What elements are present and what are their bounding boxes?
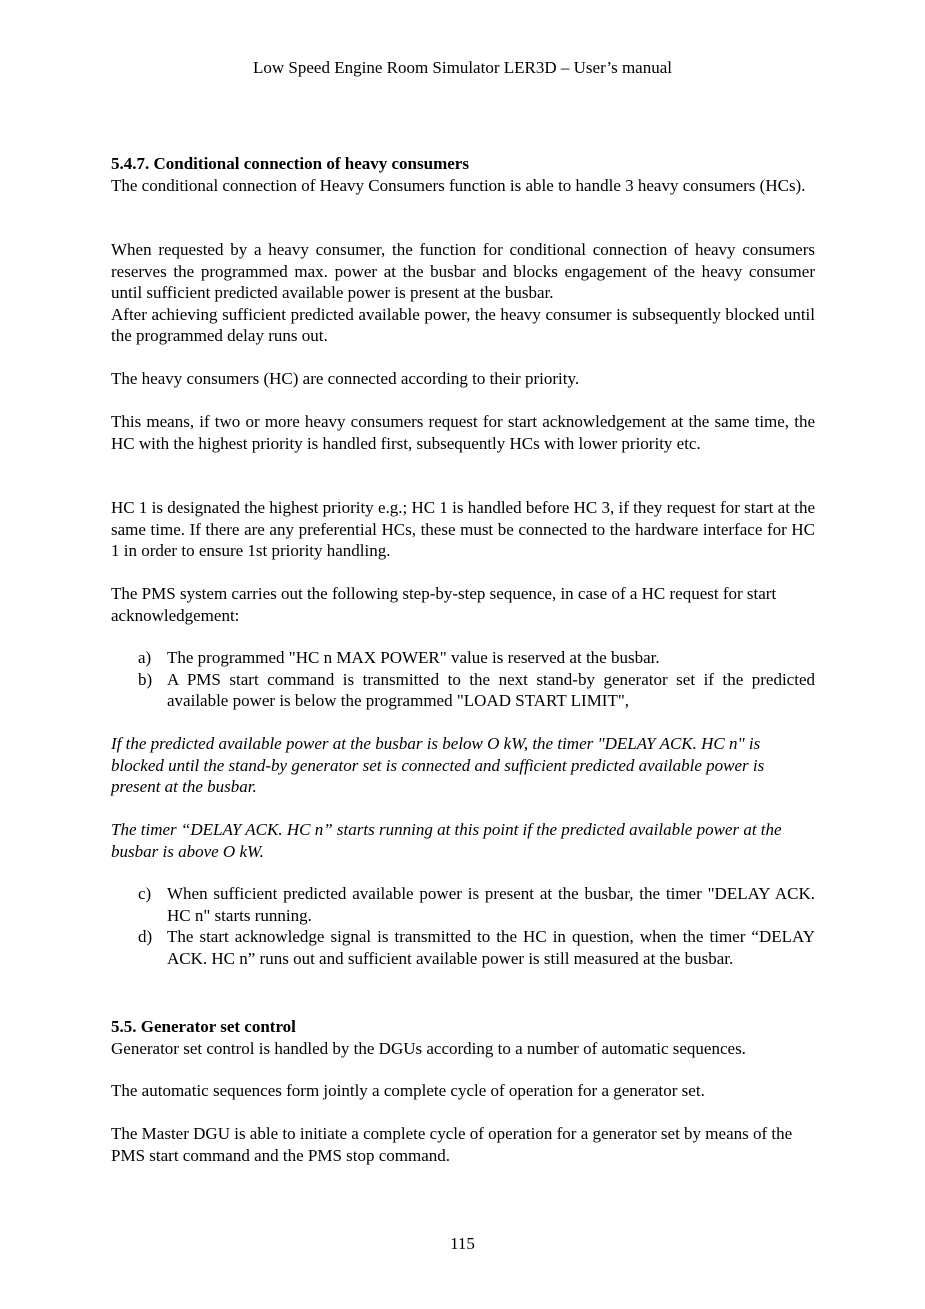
paragraph: The Master DGU is able to initiate a complete cycle of operation for a generator set by means of the PMS start command and the PMS stop command. — [111, 1124, 793, 1165]
paragraph: The PMS system carries out the following step-by-step sequence, in case of a HC request for start acknowledgement: — [111, 584, 777, 625]
list-text: The programmed "HC n MAX POWER" value is reserved at the busbar. — [167, 648, 660, 667]
italic-note: If the predicted available power at the busbar is below O kW, the timer "DELAY ACK. HC n" is blocked until the stand-by generator set is connected and sufficient predicted available power is present at the busbar. — [111, 734, 765, 796]
list-text: When sufficient predicted available power is present at the busbar, the timer "DELAY ACK. HC n" starts running. — [167, 884, 815, 925]
paragraph: Generator set control is handled by the DGUs according to a number of automatic sequences. — [111, 1038, 746, 1058]
list-text: A PMS start command is transmitted to the next stand-by generator set if the predicted available power is below the programmed "LOAD START LIMIT", — [167, 669, 815, 710]
section-heading: 5.4.7. Conditional connection of heavy consumers — [111, 154, 469, 173]
list-text: The start acknowledge signal is transmitted to the HC in question, when the timer “DELAY ACK. HC n” runs out and sufficient available power is still measured at the busbar. — [167, 927, 815, 968]
step-list — [111, 883, 815, 969]
paragraph: This means, if two or more heavy consumers request for start acknowledgement at the same time, the HC with the highest priority is handled first, subsequently HCs with lower priority etc. — [111, 412, 815, 453]
paragraph: The heavy consumers (HC) are connected according to their priority. — [111, 369, 580, 388]
paragraph: After achieving sufficient predicted available power, the heavy consumer is subsequently blocked until the programmed delay runs out. — [111, 304, 815, 345]
page-header: Low Speed Engine Room Simulator LER3D – User’s manual — [253, 58, 672, 77]
section-heading: 5.5. Generator set control — [111, 1017, 296, 1036]
paragraph: When requested by a heavy consumer, the function for conditional connection of heavy consumers reserves the programmed max. power at the busbar and blocks engagement of the heavy consumer until sufficient predicted available power is present at the busbar. — [111, 240, 815, 302]
paragraph: The automatic sequences form jointly a complete cycle of operation for a generator set. — [111, 1081, 705, 1100]
list-item — [111, 647, 815, 669]
list-item — [111, 883, 815, 926]
list-item — [111, 926, 815, 969]
step-list — [111, 647, 815, 712]
italic-note: The timer “DELAY ACK. HC n” starts running at this point if the predicted available power at the busbar is above O kW. — [111, 820, 782, 861]
page-number: 115 — [450, 1234, 475, 1253]
paragraph-block — [111, 239, 815, 347]
section-55 — [111, 1016, 815, 1059]
paragraph: HC 1 is designated the highest priority e.g.; HC 1 is handled before HC 3, if they request for start at the same time. If there are any preferential HCs, these must be connected to the hardware interface for HC 1 in order to ensure 1st priority handling. — [111, 498, 815, 560]
list-label: b) — [138, 669, 153, 689]
list-label: a) — [138, 648, 152, 667]
list-label: c) — [138, 884, 152, 903]
section-547 — [111, 153, 815, 196]
paragraph: The conditional connection of Heavy Consumers function is able to handle 3 heavy consumers (HCs). — [111, 175, 806, 195]
list-label: d) — [138, 927, 153, 946]
list-item — [111, 669, 815, 712]
